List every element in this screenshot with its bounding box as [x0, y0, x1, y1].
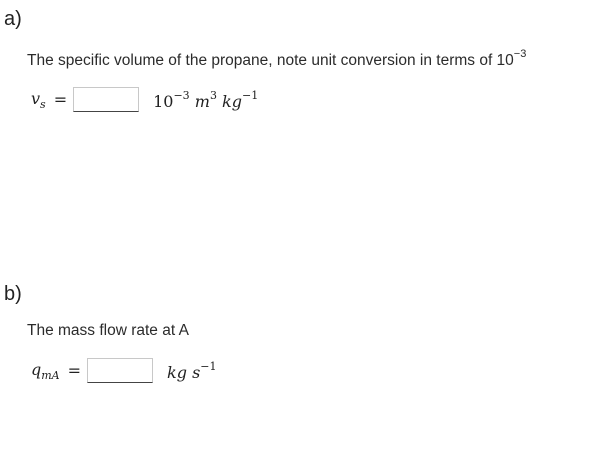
part-b-unit [167, 360, 216, 382]
part-b-variable-subscript: mA [41, 368, 60, 382]
part-a-question [27, 48, 526, 70]
part-a-answer-row [31, 87, 258, 112]
part-b-answer-row [31, 358, 217, 383]
part-a-variable [31, 89, 46, 111]
part-b-label: b) [4, 283, 22, 305]
part-b-unit-s: s [192, 362, 201, 382]
part-b-unit-kg: kg [167, 362, 187, 382]
part-a-unit-m: m [194, 91, 210, 111]
part-a-label: a) [4, 8, 22, 30]
part-a-variable-subscript: s [40, 97, 46, 111]
part-a-unit-kg-exp: −1 [241, 88, 259, 102]
part-a-unit-base-exp: −3 [173, 88, 190, 102]
part-b-equals: = [67, 361, 82, 380]
part-a-variable-symbol: v [31, 88, 41, 108]
part-b-unit-s-exp: −1 [200, 359, 217, 373]
part-a-equals: = [53, 90, 68, 109]
part-a-unit-kg: kg [222, 91, 242, 111]
part-b-question: The mass flow rate at A [27, 322, 189, 339]
part-a-question-exponent: −3 [513, 48, 527, 60]
part-b-variable [31, 360, 60, 382]
part-b-answer-input[interactable] [87, 358, 153, 383]
part-a-answer-input[interactable] [73, 87, 139, 112]
part-a-unit-m-exp: 3 [209, 88, 217, 102]
part-a-unit-base: 10 [153, 91, 174, 111]
part-b-variable-symbol: q [31, 359, 42, 379]
part-a-question-text: The specific volume of the propane, note unit conversion in terms of 10 [27, 52, 514, 69]
part-a-unit [153, 89, 258, 111]
